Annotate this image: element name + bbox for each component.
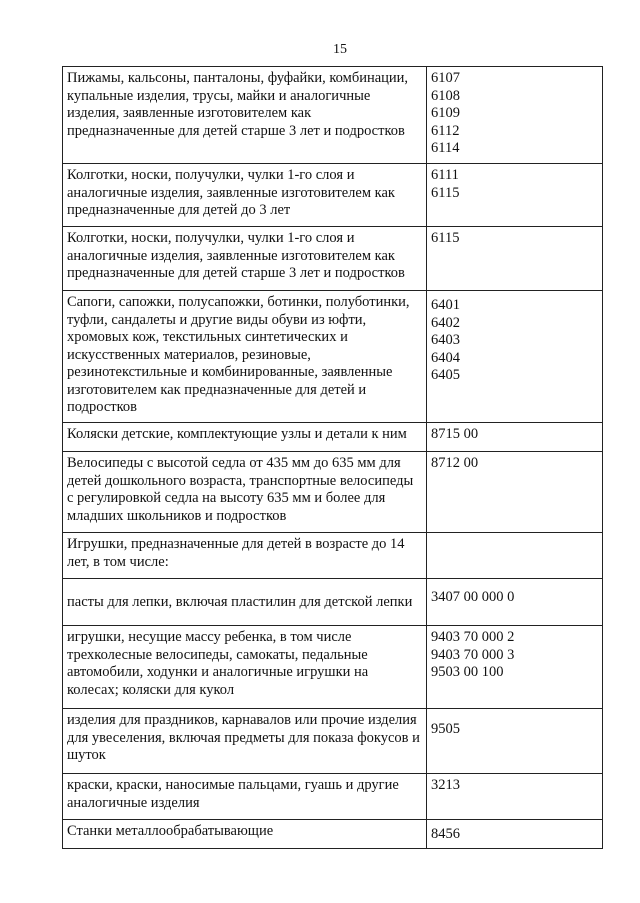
row-description: Коляски детские, комплектующие узлы и детали к ним	[63, 423, 427, 452]
row-codes: 6107 6108 6109 6112 6114	[427, 67, 603, 164]
row-codes: 8456	[427, 820, 603, 849]
row-description: Колготки, носки, получулки, чулки 1-го слоя и аналогичные изделия, заявленные изготовителем как предназначенные для детей старше 3 лет и подростков	[63, 227, 427, 291]
row-description: Игрушки, предназначенные для детей в возрасте до 14 лет, в том числе:	[63, 533, 427, 579]
table-row	[63, 452, 603, 533]
row-codes: 6115	[427, 227, 603, 291]
row-codes: 8715 00	[427, 423, 603, 452]
table-row	[63, 709, 603, 774]
row-codes: 9505	[427, 709, 603, 774]
row-codes: 3213	[427, 774, 603, 820]
row-description: изделия для праздников, карнавалов или прочие изделия для увеселения, включая предметы для показа фокусов и шуток	[63, 709, 427, 774]
table-row	[63, 423, 603, 452]
row-description: Станки металлообрабатывающие	[63, 820, 427, 849]
row-codes: 8712 00	[427, 452, 603, 533]
row-description: пасты для лепки, включая пластилин для детской лепки	[63, 579, 427, 626]
table-row	[63, 67, 603, 164]
table-row	[63, 533, 603, 579]
table-row	[63, 579, 603, 626]
table-row	[63, 626, 603, 709]
row-description: краски, краски, наносимые пальцами, гуашь и другие аналогичные изделия	[63, 774, 427, 820]
row-codes: 6401 6402 6403 6404 6405	[427, 291, 603, 423]
row-codes	[427, 533, 603, 579]
row-description: Колготки, носки, получулки, чулки 1-го слоя и аналогичные изделия, заявленные изготовителем как предназначенные для детей до 3 лет	[63, 164, 427, 227]
table-row	[63, 291, 603, 423]
table-row	[63, 164, 603, 227]
row-codes: 9403 70 000 2 9403 70 000 3 9503 00 100	[427, 626, 603, 709]
row-codes: 3407 00 000 0	[427, 579, 603, 626]
page-number: 15	[333, 42, 347, 57]
row-description: игрушки, несущие массу ребенка, в том числе трехколесные велосипеды, самокаты, педальные автомобили, ходунки и аналогичные игрушки на колесах; коляски для кукол	[63, 626, 427, 709]
row-description: Сапоги, сапожки, полусапожки, ботинки, полуботинки, туфли, сандалеты и другие виды обуви из юфти, хромовых кож, текстильных синтетических и искусственных материалов, резиновые, резинотекстильные и комбинированные, заявленные изготовителем как предназначенные для детей и подростков	[63, 291, 427, 423]
row-codes: 6111 6115	[427, 164, 603, 227]
row-description: Велосипеды с высотой седла от 435 мм до 635 мм для детей дошкольного возраста, транспортные велосипеды с регулировкой седла на высоту 635 мм и более для младших школьников и подростков	[63, 452, 427, 533]
row-description: Пижамы, кальсоны, панталоны, фуфайки, комбинации, купальные изделия, трусы, майки и аналогичные изделия, заявленные изготовителем как предназначенные для детей старше 3 лет и подростков	[63, 67, 427, 164]
table-row	[63, 774, 603, 820]
table-row	[63, 227, 603, 291]
table-row	[63, 820, 603, 849]
product-codes-table	[62, 66, 603, 849]
